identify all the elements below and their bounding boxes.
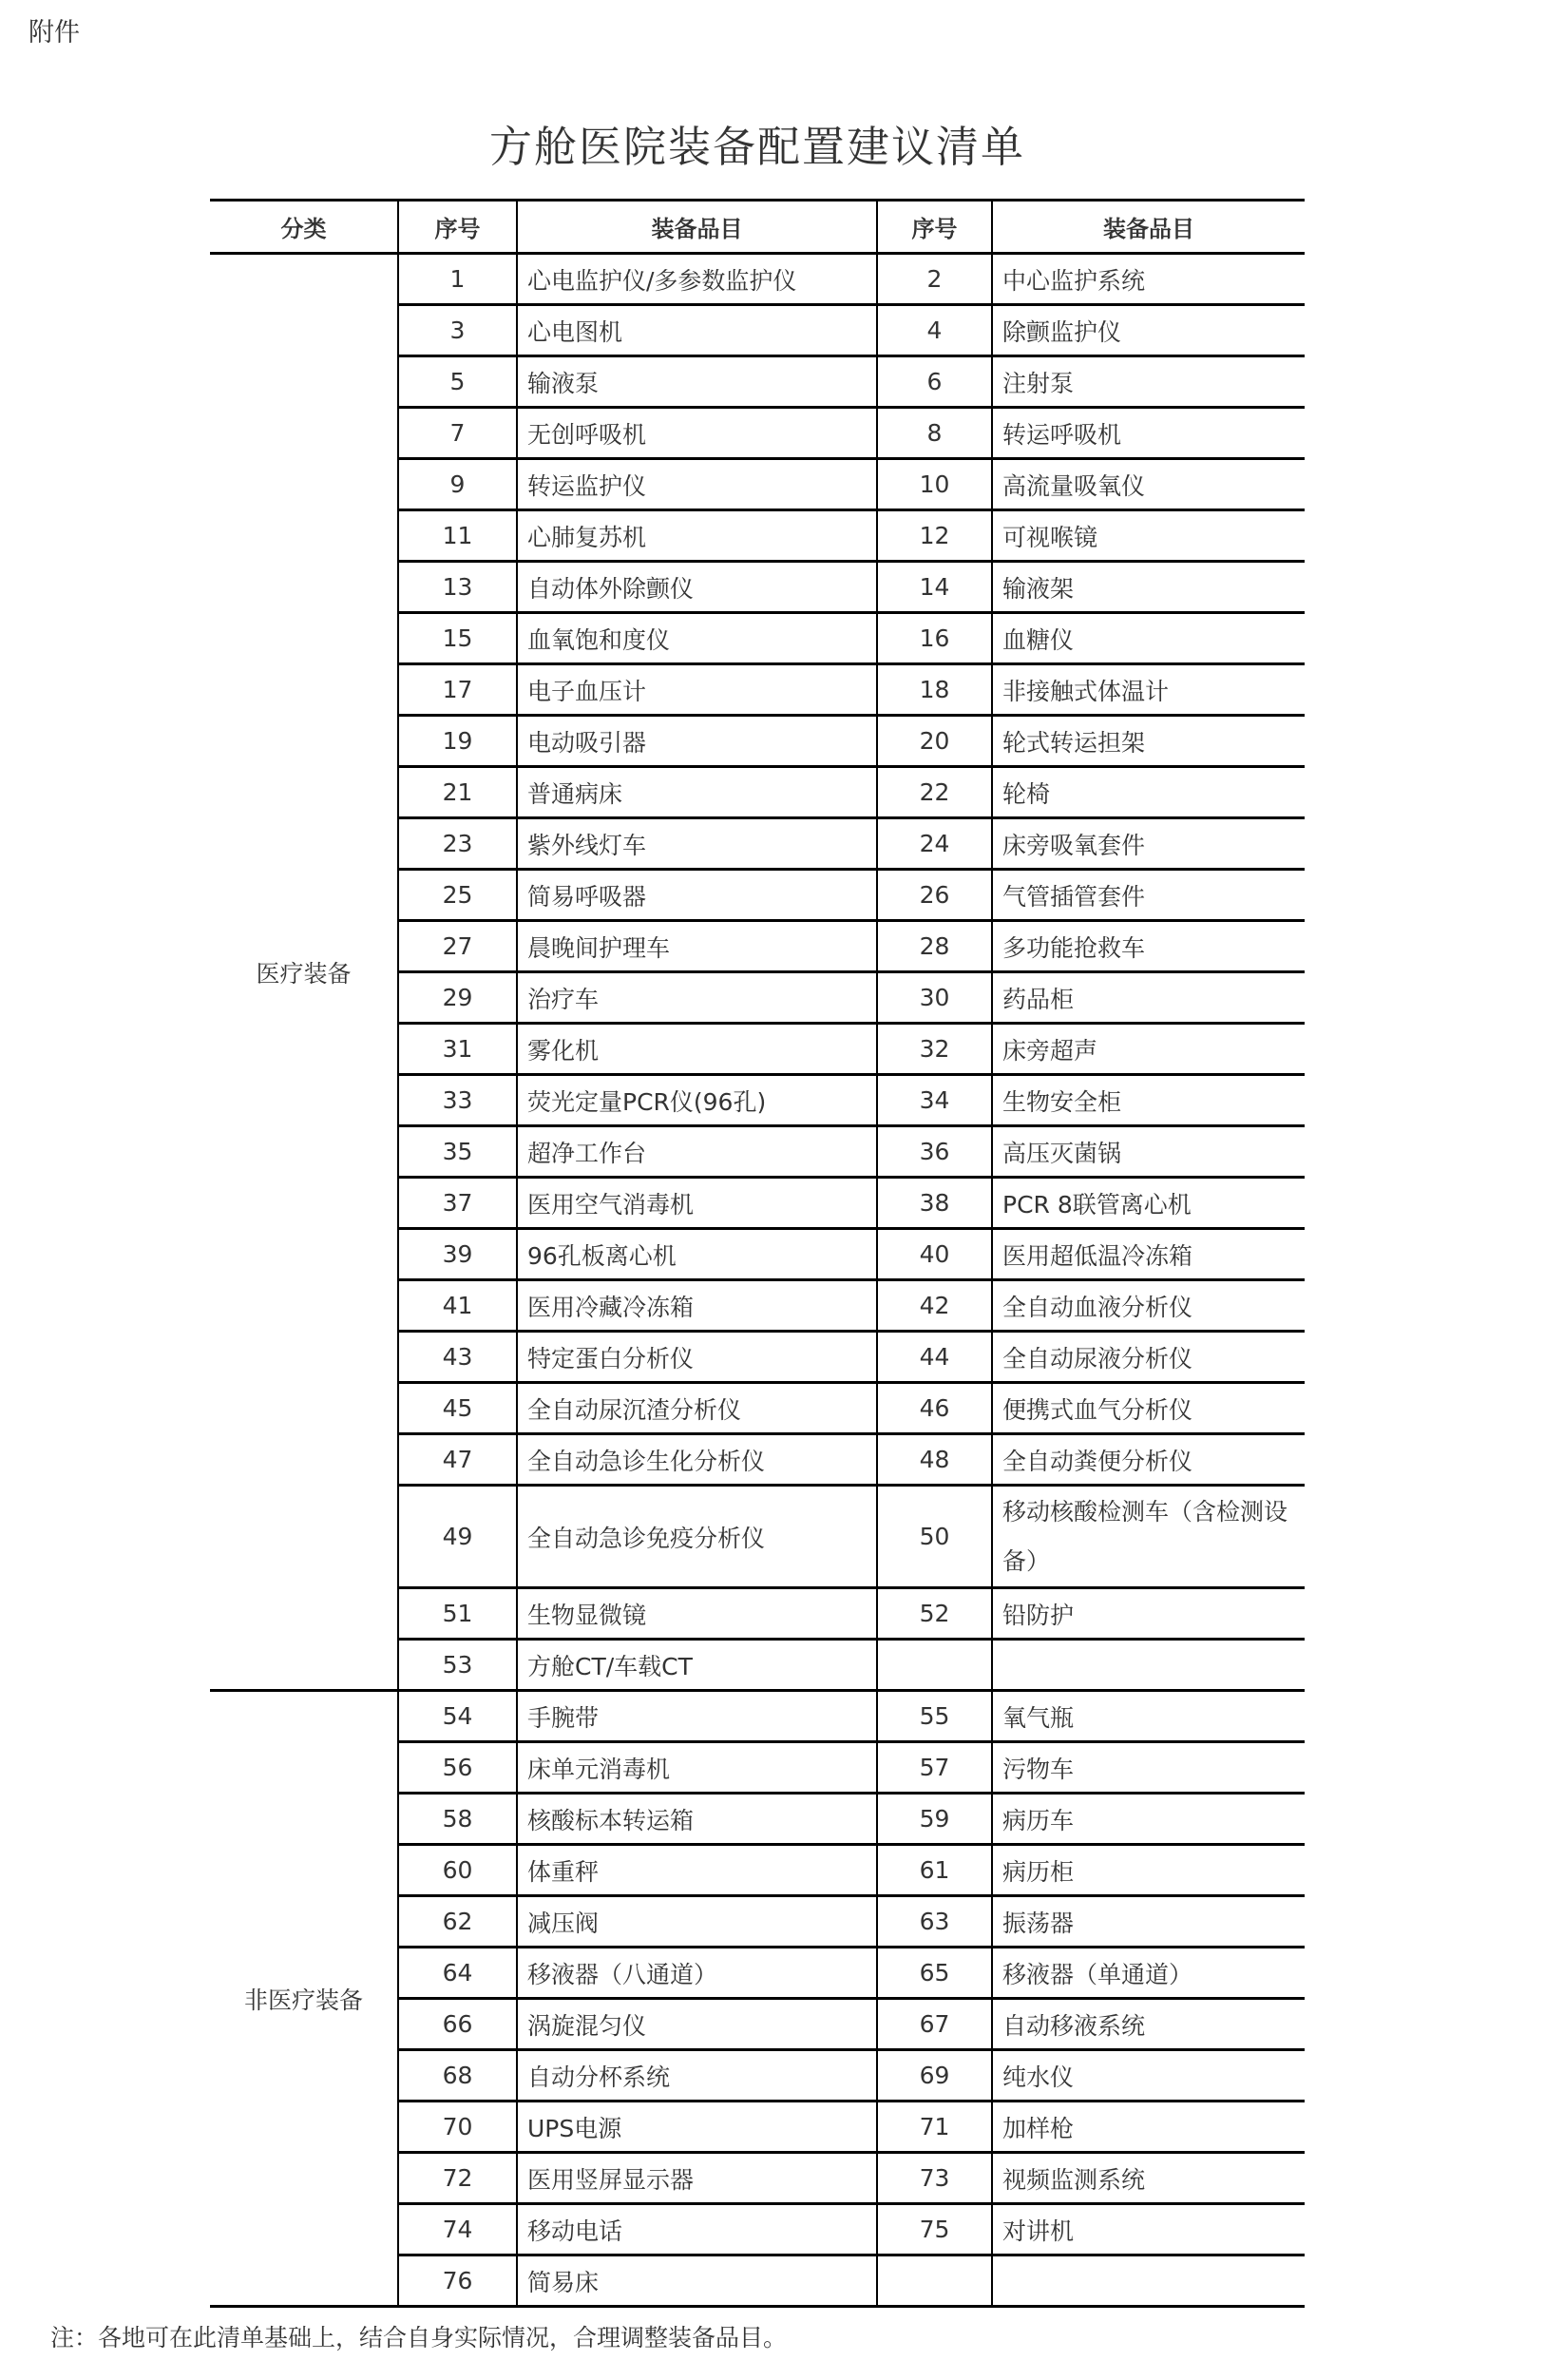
item-number-right: 44 xyxy=(877,1332,992,1383)
item-name-right: 轮式转运担架 xyxy=(992,716,1305,767)
item-name-left: 血氧饱和度仪 xyxy=(517,613,877,664)
item-number-left: 11 xyxy=(398,510,517,562)
item-number-left: 35 xyxy=(398,1126,517,1178)
item-name-left: 医用竖屏显示器 xyxy=(517,2153,877,2204)
item-name-right: 转运呼吸机 xyxy=(992,408,1305,459)
item-name-left: 晨晚间护理车 xyxy=(517,921,877,972)
item-name-left: 简易呼吸器 xyxy=(517,870,877,921)
item-name-left: 自动分杯系统 xyxy=(517,2050,877,2102)
item-name-left: 普通病床 xyxy=(517,767,877,818)
item-number-right: 75 xyxy=(877,2204,992,2255)
item-name-left: 床单元消毒机 xyxy=(517,1742,877,1794)
item-name-left: 全自动急诊生化分析仪 xyxy=(517,1434,877,1486)
item-name-left: 涡旋混匀仪 xyxy=(517,1999,877,2050)
item-number-right: 59 xyxy=(877,1794,992,1845)
item-name-right: 自动移液系统 xyxy=(992,1999,1305,2050)
item-number-left: 53 xyxy=(398,1640,517,1691)
item-number-left: 76 xyxy=(398,2255,517,2307)
item-name-left: 雾化机 xyxy=(517,1024,877,1075)
item-name-right: 病历柜 xyxy=(992,1845,1305,1896)
item-number-right: 42 xyxy=(877,1280,992,1332)
category-cell: 非医疗装备 xyxy=(210,1691,398,2307)
item-number-right: 22 xyxy=(877,767,992,818)
item-number-right: 28 xyxy=(877,921,992,972)
column-header-number-left: 序号 xyxy=(398,201,517,254)
item-number-left: 43 xyxy=(398,1332,517,1383)
item-name-right: 污物车 xyxy=(992,1742,1305,1794)
item-number-left: 15 xyxy=(398,613,517,664)
item-number-right: 71 xyxy=(877,2102,992,2153)
item-number-right: 40 xyxy=(877,1229,992,1280)
item-number-left: 39 xyxy=(398,1229,517,1280)
item-name-left: 治疗车 xyxy=(517,972,877,1024)
page-title: 方舱医院装备配置建议清单 xyxy=(488,122,1025,172)
item-name-right: 中心监护系统 xyxy=(992,254,1305,305)
item-number-right: 10 xyxy=(877,459,992,510)
item-name-left: 移动电话 xyxy=(517,2204,877,2255)
item-number-right: 26 xyxy=(877,870,992,921)
item-number-left: 64 xyxy=(398,1948,517,1999)
item-name-right: 可视喉镜 xyxy=(992,510,1305,562)
column-header-category: 分类 xyxy=(210,201,398,254)
item-name-right: 除颤监护仪 xyxy=(992,305,1305,356)
item-name-left: 全自动尿沉渣分析仪 xyxy=(517,1383,877,1434)
item-number-left: 51 xyxy=(398,1588,517,1640)
item-number-left: 60 xyxy=(398,1845,517,1896)
item-name-left: 简易床 xyxy=(517,2255,877,2307)
item-name-left: 手腕带 xyxy=(517,1691,877,1742)
item-name-left: 医用冷藏冷冻箱 xyxy=(517,1280,877,1332)
attachment-label: 附件 xyxy=(29,18,80,48)
item-number-left: 19 xyxy=(398,716,517,767)
equipment-table xyxy=(210,199,1305,2308)
item-name-right: 纯水仪 xyxy=(992,2050,1305,2102)
item-number-right: 4 xyxy=(877,305,992,356)
item-name-left: 96孔板离心机 xyxy=(517,1229,877,1280)
item-name-left: 特定蛋白分析仪 xyxy=(517,1332,877,1383)
item-number-right: 24 xyxy=(877,818,992,870)
item-name-right: 床旁吸氧套件 xyxy=(992,818,1305,870)
item-number-left: 45 xyxy=(398,1383,517,1434)
item-name-left: 自动体外除颤仪 xyxy=(517,562,877,613)
item-name-right: 全自动血液分析仪 xyxy=(992,1280,1305,1332)
item-number-right: 30 xyxy=(877,972,992,1024)
item-name-right: 高压灭菌锅 xyxy=(992,1126,1305,1178)
item-name-right xyxy=(992,1640,1305,1691)
item-number-left: 58 xyxy=(398,1794,517,1845)
item-name-right: 氧气瓶 xyxy=(992,1691,1305,1742)
item-number-left: 9 xyxy=(398,459,517,510)
item-number-right: 57 xyxy=(877,1742,992,1794)
item-name-right: 医用超低温冷冻箱 xyxy=(992,1229,1305,1280)
item-number-left: 41 xyxy=(398,1280,517,1332)
item-name-left: 电子血压计 xyxy=(517,664,877,716)
item-number-right: 2 xyxy=(877,254,992,305)
item-number-left: 49 xyxy=(398,1486,517,1588)
item-name-left: 心肺复苏机 xyxy=(517,510,877,562)
item-name-left: 生物显微镜 xyxy=(517,1588,877,1640)
item-name-right: 对讲机 xyxy=(992,2204,1305,2255)
item-name-right: 非接触式体温计 xyxy=(992,664,1305,716)
item-name-right: 气管插管套件 xyxy=(992,870,1305,921)
item-name-left: 移液器（八通道） xyxy=(517,1948,877,1999)
item-number-left: 13 xyxy=(398,562,517,613)
item-name-left: 减压阀 xyxy=(517,1896,877,1948)
item-name-right: 注射泵 xyxy=(992,356,1305,408)
item-number-right: 65 xyxy=(877,1948,992,1999)
item-name-left: 无创呼吸机 xyxy=(517,408,877,459)
item-number-left: 74 xyxy=(398,2204,517,2255)
item-number-left: 72 xyxy=(398,2153,517,2204)
item-name-right: 全自动尿液分析仪 xyxy=(992,1332,1305,1383)
item-number-right: 50 xyxy=(877,1486,992,1588)
item-number-left: 56 xyxy=(398,1742,517,1794)
item-name-right: 便携式血气分析仪 xyxy=(992,1383,1305,1434)
item-name-left: 电动吸引器 xyxy=(517,716,877,767)
item-number-right: 61 xyxy=(877,1845,992,1896)
item-name-left: 转运监护仪 xyxy=(517,459,877,510)
item-number-left: 62 xyxy=(398,1896,517,1948)
item-number-left: 7 xyxy=(398,408,517,459)
item-name-left: 荧光定量PCR仪(96孔) xyxy=(517,1075,877,1126)
item-name-right: 移液器（单通道） xyxy=(992,1948,1305,1999)
item-number-left: 70 xyxy=(398,2102,517,2153)
item-number-right: 36 xyxy=(877,1126,992,1178)
table-row xyxy=(210,254,1305,305)
item-number-right: 18 xyxy=(877,664,992,716)
item-name-right: 血糖仪 xyxy=(992,613,1305,664)
table-header-row xyxy=(210,201,1305,254)
item-number-left: 17 xyxy=(398,664,517,716)
item-number-right: 6 xyxy=(877,356,992,408)
item-number-left: 68 xyxy=(398,2050,517,2102)
item-number-right xyxy=(877,1640,992,1691)
item-number-right: 12 xyxy=(877,510,992,562)
item-name-right: 轮椅 xyxy=(992,767,1305,818)
item-name-right: 加样枪 xyxy=(992,2102,1305,2153)
item-number-right xyxy=(877,2255,992,2307)
item-number-left: 47 xyxy=(398,1434,517,1486)
item-number-left: 5 xyxy=(398,356,517,408)
item-number-right: 16 xyxy=(877,613,992,664)
item-name-right: 高流量吸氧仪 xyxy=(992,459,1305,510)
item-number-right: 34 xyxy=(877,1075,992,1126)
item-number-left: 25 xyxy=(398,870,517,921)
item-number-left: 33 xyxy=(398,1075,517,1126)
item-number-right: 32 xyxy=(877,1024,992,1075)
item-name-right: 多功能抢救车 xyxy=(992,921,1305,972)
item-name-right xyxy=(992,2255,1305,2307)
item-number-right: 48 xyxy=(877,1434,992,1486)
item-name-right: 移动核酸检测车（含检测设备） xyxy=(992,1486,1305,1588)
column-header-item-right: 装备品目 xyxy=(992,201,1305,254)
item-number-left: 3 xyxy=(398,305,517,356)
column-header-number-right: 序号 xyxy=(877,201,992,254)
item-name-right: 视频监测系统 xyxy=(992,2153,1305,2204)
item-number-right: 38 xyxy=(877,1178,992,1229)
column-header-item-left: 装备品目 xyxy=(517,201,877,254)
item-name-left: 超净工作台 xyxy=(517,1126,877,1178)
item-name-left: UPS电源 xyxy=(517,2102,877,2153)
item-name-right: 床旁超声 xyxy=(992,1024,1305,1075)
category-cell: 医疗装备 xyxy=(210,254,398,1691)
item-number-left: 1 xyxy=(398,254,517,305)
item-name-right: 铅防护 xyxy=(992,1588,1305,1640)
item-number-left: 21 xyxy=(398,767,517,818)
item-name-right: 振荡器 xyxy=(992,1896,1305,1948)
item-name-left: 心电监护仪/多参数监护仪 xyxy=(517,254,877,305)
item-number-left: 54 xyxy=(398,1691,517,1742)
item-name-left: 全自动急诊免疫分析仪 xyxy=(517,1486,877,1588)
item-number-left: 37 xyxy=(398,1178,517,1229)
item-number-left: 66 xyxy=(398,1999,517,2050)
footnote: 注：各地可在此清单基础上，结合自身实际情况，合理调整装备品目。 xyxy=(50,2324,788,2351)
item-number-right: 55 xyxy=(877,1691,992,1742)
item-name-right: 药品柜 xyxy=(992,972,1305,1024)
item-number-right: 52 xyxy=(877,1588,992,1640)
item-name-left: 心电图机 xyxy=(517,305,877,356)
item-name-left: 输液泵 xyxy=(517,356,877,408)
item-name-right: 病历车 xyxy=(992,1794,1305,1845)
item-number-right: 46 xyxy=(877,1383,992,1434)
item-name-right: 生物安全柜 xyxy=(992,1075,1305,1126)
item-number-right: 20 xyxy=(877,716,992,767)
item-name-right: PCR 8联管离心机 xyxy=(992,1178,1305,1229)
table-row xyxy=(210,1691,1305,1742)
item-name-left: 医用空气消毒机 xyxy=(517,1178,877,1229)
item-number-right: 67 xyxy=(877,1999,992,2050)
item-name-left: 方舱CT/车载CT xyxy=(517,1640,877,1691)
item-number-right: 69 xyxy=(877,2050,992,2102)
item-number-left: 23 xyxy=(398,818,517,870)
item-number-left: 27 xyxy=(398,921,517,972)
item-number-right: 63 xyxy=(877,1896,992,1948)
item-number-left: 29 xyxy=(398,972,517,1024)
item-name-right: 输液架 xyxy=(992,562,1305,613)
item-name-left: 核酸标本转运箱 xyxy=(517,1794,877,1845)
item-name-left: 紫外线灯车 xyxy=(517,818,877,870)
item-number-right: 8 xyxy=(877,408,992,459)
item-number-left: 31 xyxy=(398,1024,517,1075)
item-number-right: 14 xyxy=(877,562,992,613)
item-number-right: 73 xyxy=(877,2153,992,2204)
item-name-left: 体重秤 xyxy=(517,1845,877,1896)
item-name-right: 全自动粪便分析仪 xyxy=(992,1434,1305,1486)
